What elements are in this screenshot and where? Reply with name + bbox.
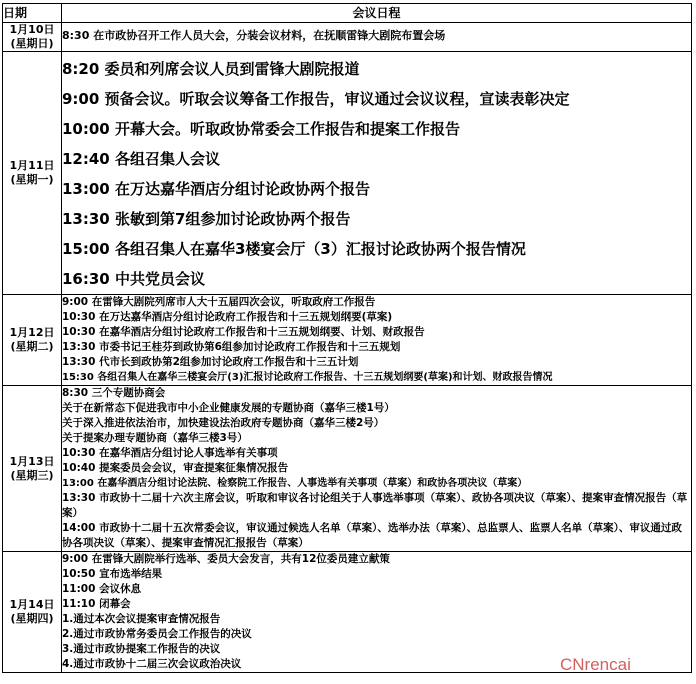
- day-date-cell: [3, 23, 62, 52]
- day-weekday: (星期三): [10, 468, 54, 482]
- day-events: [62, 52, 692, 295]
- event-item: 8:20 委员和列席会议人员到雷锋大剧院报道: [62, 60, 360, 78]
- event-item: 13:30 市委书记王桂芬到政协第6组参加讨论政府工作报告和十三五规划: [62, 341, 401, 353]
- event-item: 12:40 各组召集人会议: [62, 150, 220, 168]
- event-item: 10:40 提案委员会会议，审查提案征集情况报告: [62, 462, 289, 474]
- event-item: 15:30 各组召集人在嘉华三楼宴会厅(3)汇报讨论政府工作报告、十三五规划纲要(草案)和计划、财政报告情况: [62, 372, 553, 383]
- header-row: [3, 4, 692, 23]
- day-date-cell: [3, 552, 62, 673]
- schedule-table: [2, 3, 692, 673]
- day-row: [3, 52, 692, 295]
- event-item: 关于深入推进依法治市，加快建设法治政府专题协商（嘉华三楼2号）: [62, 417, 385, 429]
- event-item: 13:30 张敏到第7组参加讨论政协两个报告: [62, 210, 351, 228]
- event-item: 11:10 闭幕会: [62, 598, 131, 610]
- event-item: 9:00 在雷锋大剧院举行选举、委员大会发言，共有12位委员建立献策: [62, 553, 390, 565]
- event-item: 11:00 会议休息: [62, 583, 142, 595]
- event-item: 10:50 宣布选举结果: [62, 568, 163, 580]
- event-item: 13:00 在万达嘉华酒店分组讨论政协两个报告: [62, 180, 370, 198]
- event-item: 13:00 在嘉华酒店分组讨论法院、检察院工作报告、人事选举有关事项（草案）和政协各项决议（草案）: [62, 478, 528, 489]
- event-item: 1.通过本次会议提案审查情况报告: [62, 613, 221, 625]
- event-item: 13:30 代市长到政协第2组参加讨论政府工作报告和十三五计划: [62, 356, 359, 368]
- day-weekday: (星期四): [10, 612, 54, 625]
- day-row: [3, 386, 692, 552]
- event-item: 10:30 在万达嘉华酒店分组讨论政府工作报告和十三五规划纲要(草案): [62, 311, 393, 323]
- day-weekday: (星期二): [10, 340, 54, 353]
- event-item: 10:00 开幕大会。听取政协常委会工作报告和提案工作报告: [62, 120, 460, 138]
- event-item: 8:30 三个专题协商会: [62, 387, 166, 399]
- day-weekday: (星期一): [10, 173, 54, 186]
- day-row: [3, 295, 692, 386]
- event-item: 9:00 在雷锋大剧院列席市人大十五届四次会议，听取政府工作报告: [62, 296, 376, 308]
- event-item: 关于提案办理专题协商（嘉华三楼3号）: [62, 432, 248, 444]
- day-date: 1月14日: [9, 598, 55, 611]
- day-row: [3, 23, 692, 52]
- event-item: 14:00 市政协十二届十五次常委会议，审议通过候选人名单（草案）、选举办法（草案）、总监票人、监票人名单（草案）、审议通过政协各项决议（草案）、提案审查情况汇报报告（草案）: [62, 522, 682, 549]
- event-item: 3.通过市政协提案工作报告的决议: [62, 643, 221, 655]
- event-item: 15:00 各组召集人在嘉华3楼宴会厅（3）汇报讨论政协两个报告情况: [62, 240, 526, 258]
- day-events: [62, 295, 692, 386]
- date-header: 日期: [3, 4, 62, 23]
- day-events: [62, 23, 692, 52]
- event-item: 8:30 在市政协召开工作人员大会，分装会议材料，在抚顺雷锋大剧院布置会场: [62, 29, 446, 42]
- event-item: 9:00 预备会议。听取会议筹备工作报告，审议通过会议议程，宣读表彰决定: [62, 90, 570, 108]
- event-item: 16:30 中共党员会议: [62, 270, 205, 288]
- day-events: [62, 386, 692, 552]
- event-item: 10:30 在嘉华酒店分组讨论政府工作报告和十三五规划纲要、计划、财政报告: [62, 326, 425, 338]
- event-item: 关于在新常态下促进我市中小企业健康发展的专题协商（嘉华三楼1号）: [62, 402, 395, 414]
- event-item: 2.通过市政协常务委员会工作报告的决议: [62, 628, 252, 640]
- event-item: 4.通过市政协十二届三次会议政治决议: [62, 658, 242, 670]
- day-date: 1月11日: [9, 159, 55, 172]
- day-date: 1月13日: [9, 454, 55, 468]
- day-date: 1月10日: [9, 23, 55, 36]
- day-date-cell: [3, 52, 62, 295]
- day-weekday: (星期日): [10, 37, 54, 50]
- watermark-text: CNrencai: [560, 655, 631, 674]
- day-date-cell: [3, 295, 62, 386]
- schedule-header: 会议日程: [62, 4, 692, 23]
- event-item: 13:30 市政协十二届十六次主席会议，听取和审议各讨论组关于人事选举事项（草案）、政协各项决议（草案）、提案审查情况报告（草案）: [62, 492, 688, 519]
- day-date: 1月12日: [9, 326, 55, 339]
- day-date-cell: [3, 386, 62, 552]
- event-item: 10:30 在嘉华酒店分组讨论人事选举有关事项: [62, 447, 278, 459]
